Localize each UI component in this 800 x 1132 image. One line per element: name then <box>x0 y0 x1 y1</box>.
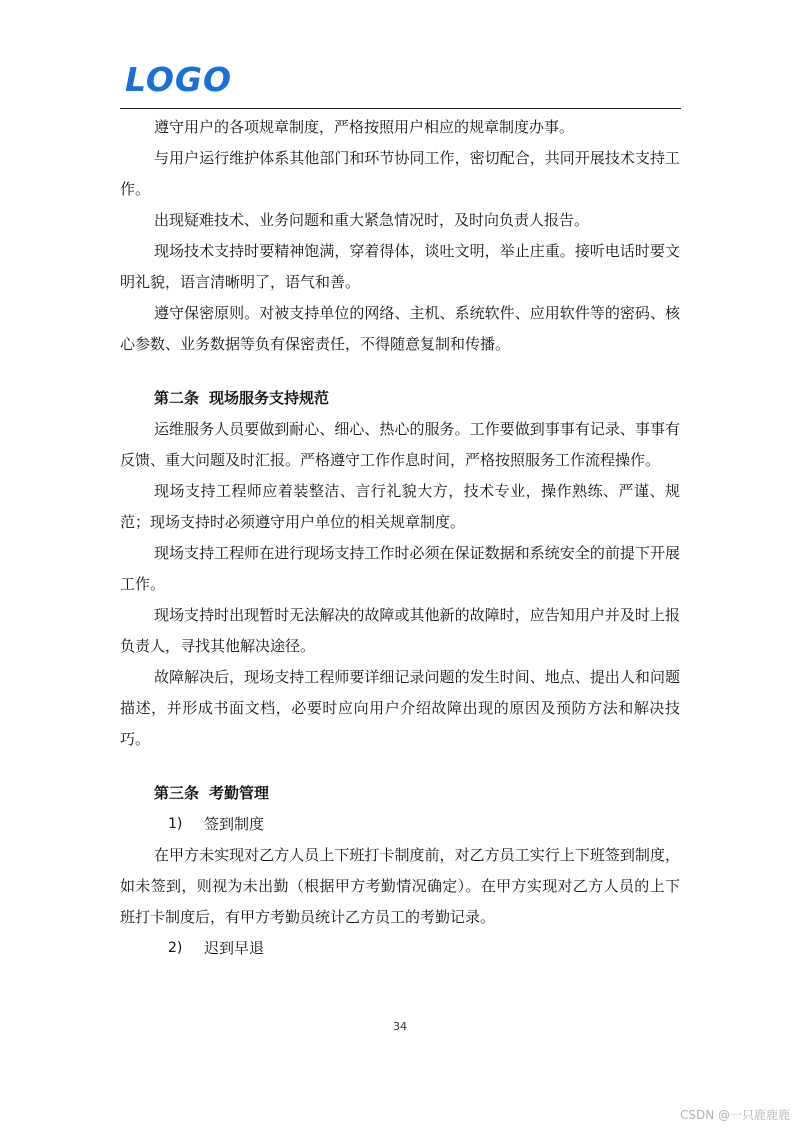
paragraph: 在甲方未实现对乙方人员上下班打卡制度前，对乙方员工实行上下班签到制度，如未签到，则视为未出勤（根据甲方考勤情况确定）。在甲方实现对乙方人员的上下班打卡制度后，有甲方考勤员统计乙方员工的考勤记录。 <box>120 846 680 926</box>
paragraph: 现场支持时出现暂时无法解决的故障或其他新的故障时，应告知用户并及时上报负责人，寻找其他解决途径。 <box>120 606 680 655</box>
list-item-label: 迟到早退 <box>204 939 265 957</box>
list-item-number: 1) <box>168 816 183 832</box>
section-spacer <box>120 360 680 383</box>
page-number: 34 <box>393 1020 407 1033</box>
section-heading <box>120 778 680 809</box>
section-spacer <box>120 755 680 778</box>
paragraph: 现场支持工程师应着装整洁、言行礼貌大方，技术专业，操作熟练、严谨、规范；现场支持时必须遵守用户单位的相关规章制度。 <box>120 482 680 531</box>
document-body <box>120 112 680 964</box>
paragraph: 与用户运行维护体系其他部门和环节协同工作，密切配合，共同开展技术支持工作。 <box>120 149 680 198</box>
paragraph: 出现疑难技术、业务问题和重大紧急情况时，及时向负责人报告。 <box>154 211 590 229</box>
section-title: 考勤管理 <box>209 784 270 802</box>
list-item-label: 签到制度 <box>204 815 265 833</box>
section-title: 现场服务支持规范 <box>209 389 330 407</box>
section-number: 第二条 <box>154 389 200 407</box>
section-number: 第三条 <box>154 784 200 802</box>
header-divider <box>120 108 681 109</box>
list-item <box>120 933 680 964</box>
paragraph: 遵守用户的各项规章制度，严格按照用户相应的规章制度办事。 <box>154 118 575 136</box>
list-item <box>120 809 680 840</box>
paragraph: 故障解决后，现场支持工程师要详细记录问题的发生时间、地点、提出人和问题描述，并形成书面文档，必要时应向用户介绍故障出现的原因及预防方法和解决技巧。 <box>120 668 680 748</box>
list-item-number: 2) <box>168 940 183 956</box>
paragraph: 现场支持工程师在进行现场支持工作时必须在保证数据和系统安全的前提下开展工作。 <box>120 544 680 593</box>
company-logo: LOGO <box>125 60 233 99</box>
paragraph: 现场技术支持时要精神饱满，穿着得体，谈吐文明，举止庄重。接听电话时要文明礼貌，语言清晰明了，语气和善。 <box>120 242 680 291</box>
paragraph: 运维服务人员要做到耐心、细心、热心的服务。工作要做到事事有记录、事事有反馈、重大问题及时汇报。严格遵守工作作息时间，严格按照服务工作流程操作。 <box>120 420 680 469</box>
watermark: CSDN @一只鹿鹿鹿 <box>679 1108 790 1122</box>
section-heading <box>120 383 680 414</box>
paragraph: 遵守保密原则。对被支持单位的网络、主机、系统软件、应用软件等的密码、核心参数、业务数据等负有保密责任，不得随意复制和传播。 <box>120 304 680 353</box>
